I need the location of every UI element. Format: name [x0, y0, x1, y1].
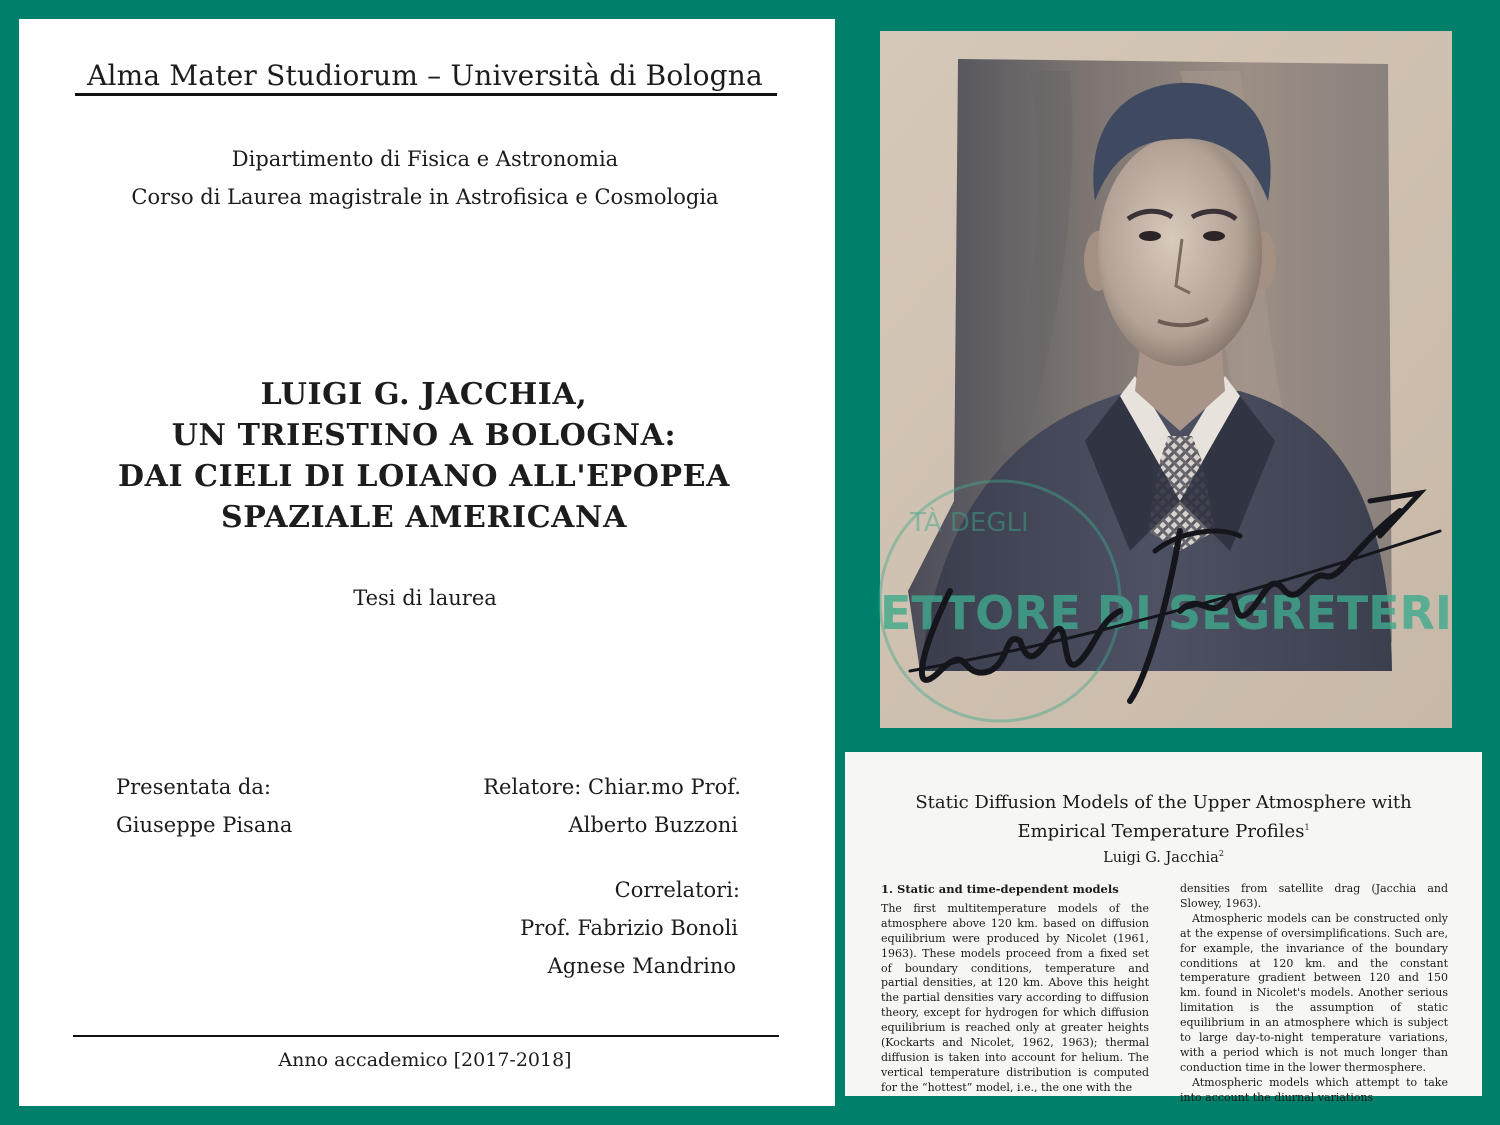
paper-column-left	[881, 882, 1149, 1096]
advisor-name: Alberto Buzzoni	[568, 813, 738, 837]
footer-rule	[73, 1035, 779, 1037]
stamp-top-text: TÀ DEGLI	[910, 508, 1029, 538]
paper-title-text: Empirical Temperature Profiles	[1017, 821, 1305, 842]
thesis-type: Tesi di laurea	[353, 586, 497, 610]
course-name: Corso di Laurea magistrale in Astrofisica e Cosmologia	[131, 185, 719, 209]
paragraph: Atmospheric models which attempt to take into account the diurnal variations	[1180, 1075, 1448, 1104]
paper-title-line	[845, 815, 1482, 844]
department-name: Dipartimento di Fisica e Astronomia	[231, 147, 619, 171]
advisor-label: Relatore: Chiar.mo Prof.	[483, 775, 741, 799]
thesis-title-line: UN TRIESTINO A BOLOGNA:	[171, 418, 677, 453]
thesis-title-line: DAI CIELI DI LOIANO ALL'EPOPEA	[117, 459, 731, 494]
student-name: Giuseppe Pisana	[116, 813, 293, 837]
paper-author-name: Luigi G. Jacchia	[1103, 849, 1219, 866]
paper-title-line: Static Diffusion Models of the Upper Atmosphere with	[915, 792, 1412, 813]
thesis-title-line: SPAZIALE AMERICANA	[221, 500, 627, 535]
author-footnote-mark: 2	[1218, 849, 1224, 858]
academic-year: Anno accademico [2017-2018]	[278, 1049, 572, 1071]
header-rule	[75, 93, 777, 96]
paper-column-right	[1180, 882, 1448, 1106]
portrait-illustration	[880, 31, 1452, 728]
stamp-text: ETTORE DI SEGRETERI	[880, 586, 1452, 640]
thesis-cover-page	[19, 19, 835, 1106]
presented-by-label: Presentata da:	[116, 775, 271, 799]
coadvisors-label: Correlatori:	[614, 878, 740, 902]
thesis-title-line: LUIGI G. JACCHIA,	[260, 377, 588, 412]
paragraph: The first multitemperature models of the atmosphere above 120 km. based on diffusion equilibrium were produced by Nicolet (1961, 1963). These models proceed from a fixed set of boundary conditions, temperature and partial densities, at 120 km. Above this height the partial densities vary according to diffusion theory, except for hydrogen for which diffusion equilibrium is reached only at greater heights (Kockarts and Nicolet, 1962, 1963); thermal diffusion is taken into account for helium. The vertical temperature distribution is computed for the “hottest” model, i.e., the one with the	[881, 901, 1149, 1094]
eye	[1203, 231, 1225, 241]
paragraph: densities from satellite drag (Jacchia and Slowey, 1963).	[1180, 882, 1448, 910]
section-heading: 1. Static and time-dependent models	[881, 882, 1119, 896]
coadvisor-name: Agnese Mandrino	[547, 954, 736, 978]
coadvisor-name: Prof. Fabrizio Bonoli	[520, 916, 738, 940]
thesis-title	[59, 374, 789, 538]
paper-excerpt	[845, 752, 1482, 1104]
title-footnote-mark: 1	[1304, 823, 1310, 832]
paper-author	[845, 849, 1482, 866]
university-name: Alma Mater Studiorum – Università di Bologna	[87, 59, 763, 92]
portrait-photo	[880, 31, 1452, 728]
eye	[1139, 231, 1161, 241]
paper-title	[845, 790, 1482, 844]
paragraph: Atmospheric models can be constructed only at the expense of oversimplifications. Such are, for example, the invariance of the boundary conditions at 120 km. and the constant temperature gradient between 120 and 150 km. found in Nicolet's models. Another serious limitation is the assumption of static equilibrium in an atmosphere which is subject to large day-to-night temperature variations, with a period which is not much longer than conduction time in the lower thermosphere.	[1180, 911, 1448, 1074]
